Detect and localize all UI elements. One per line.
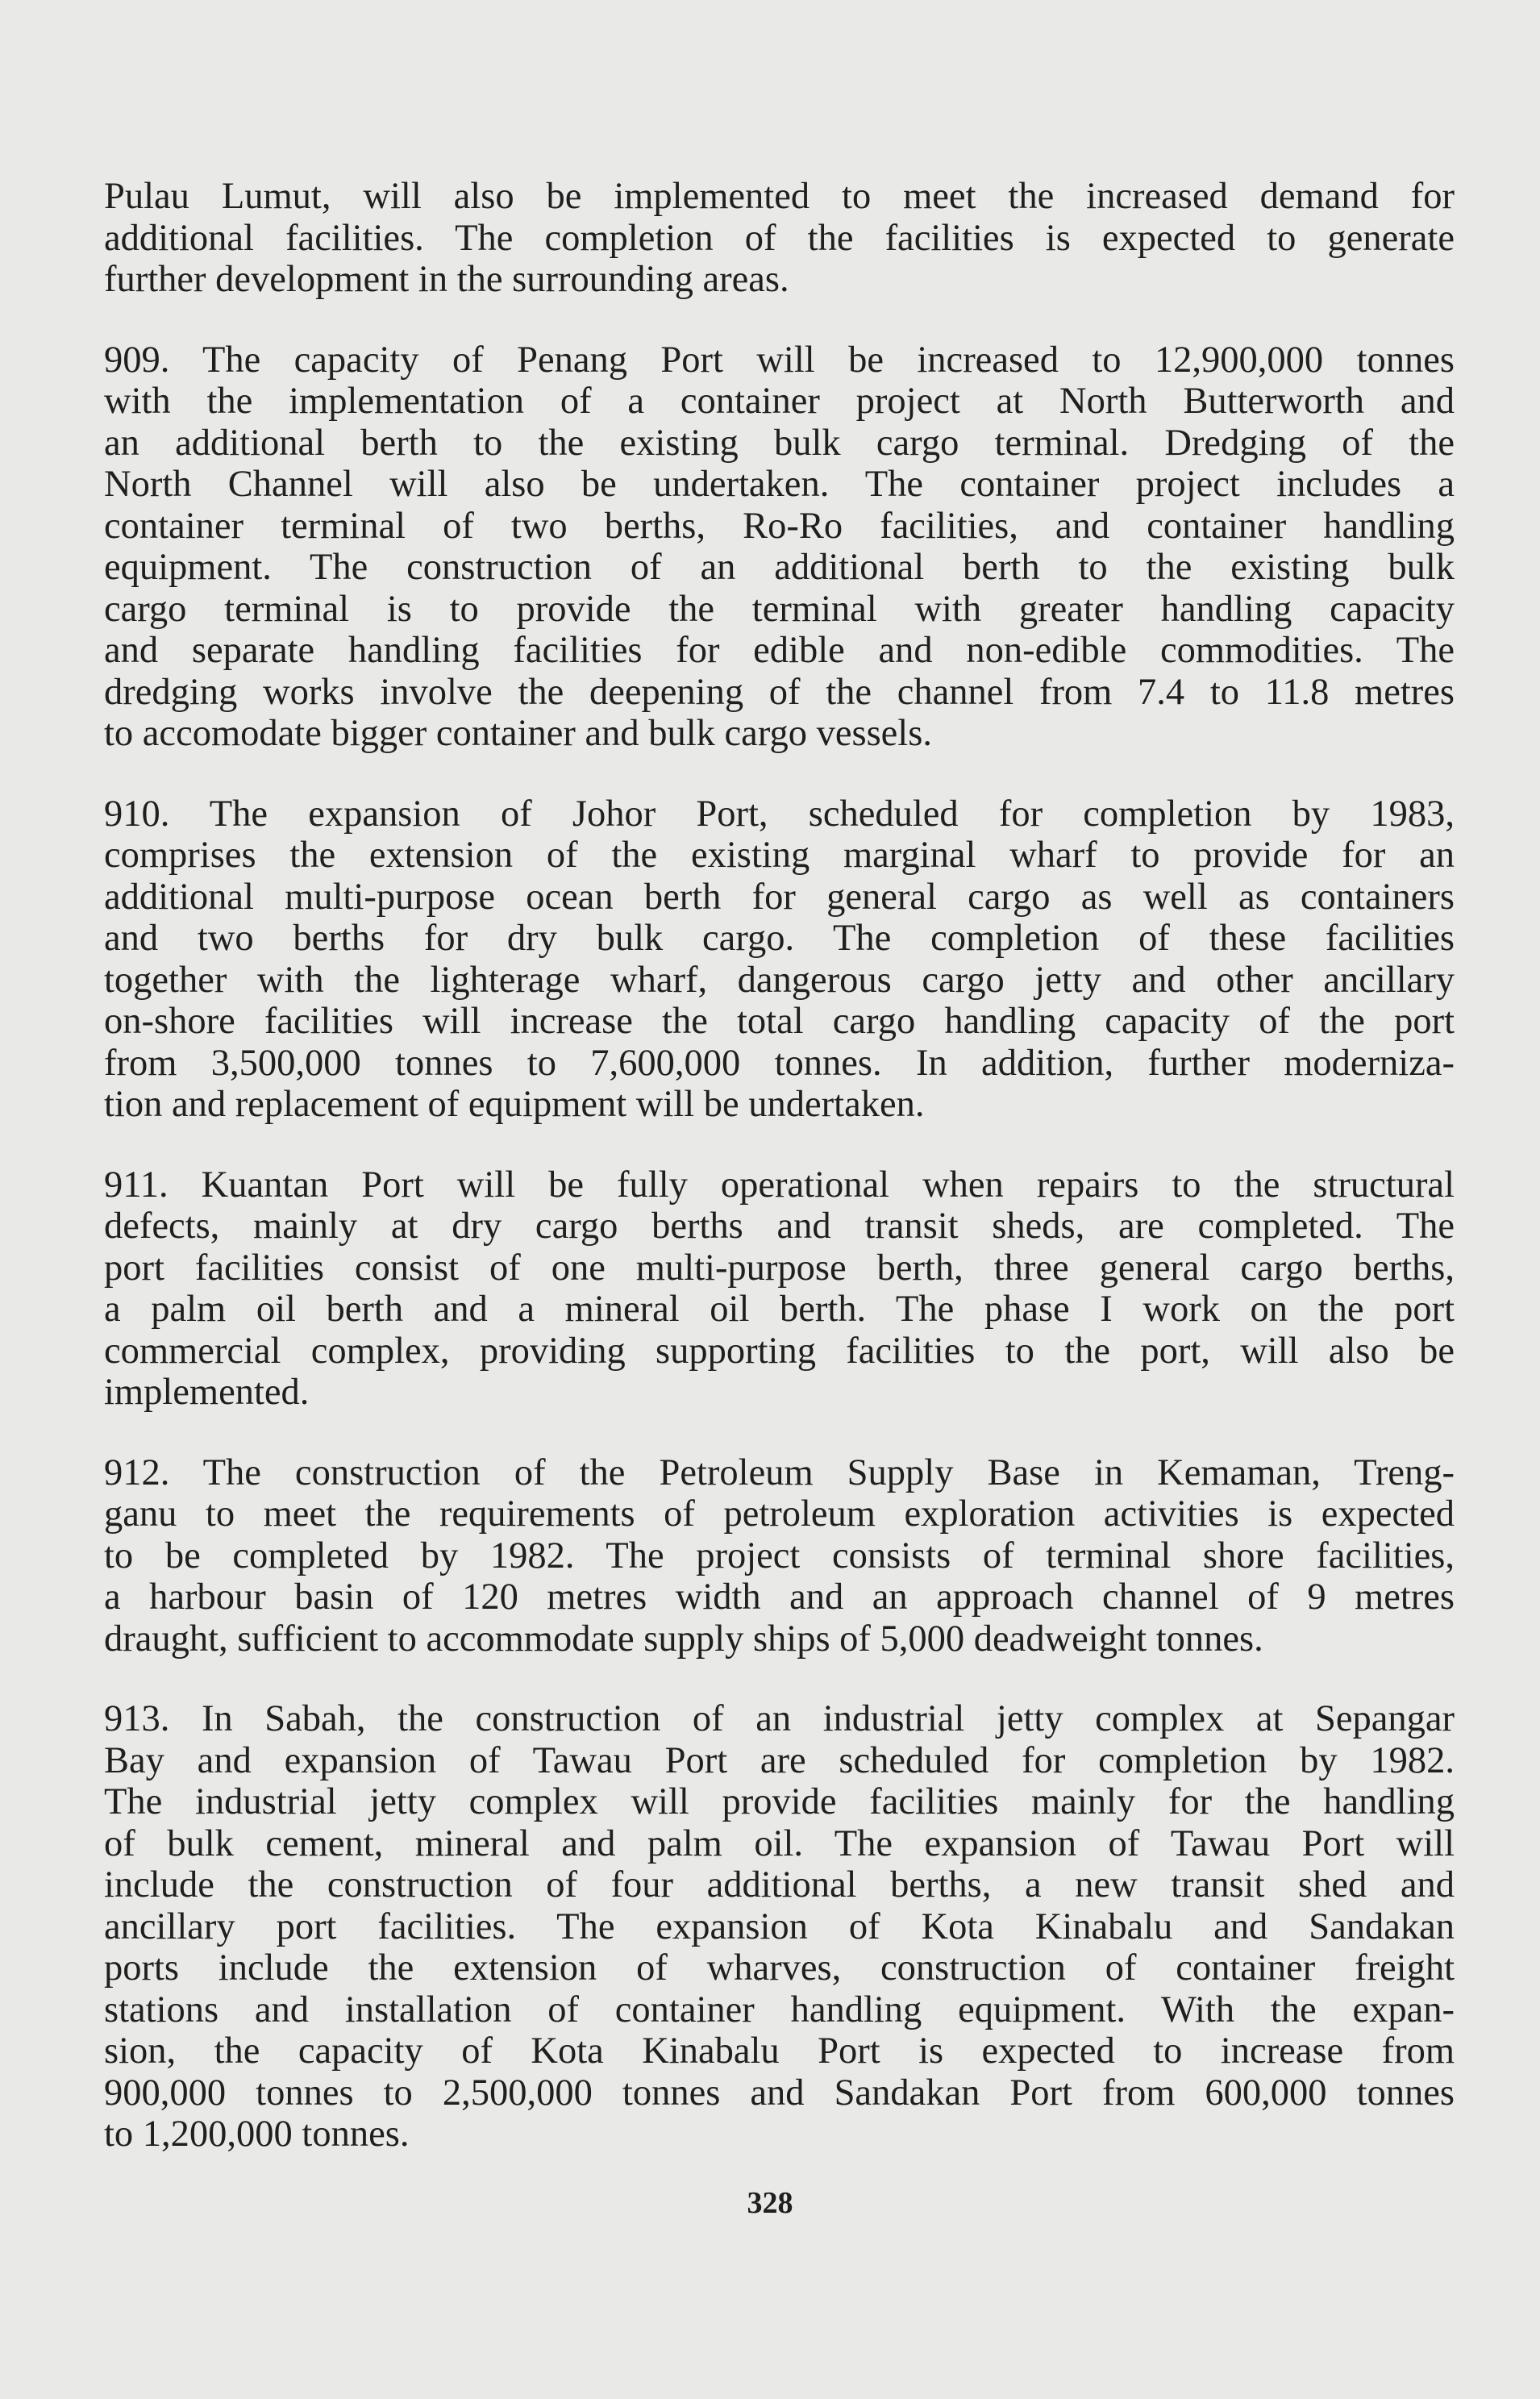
- text-line: tion and replacement of equipment will be undertaken.: [104, 1084, 925, 1125]
- text-line: and separate handling facilities for edible and non-edible commodities. The: [104, 630, 1455, 671]
- text-line: commercial complex, providing supporting facilities to the port, will also be: [104, 1330, 1455, 1372]
- text-line: Bay and expansion of Tawau Port are scheduled for completion by 1982.: [104, 1739, 1455, 1781]
- text-line: draught, sufficient to accommodate supply ships of 5,000 deadweight tonnes.: [104, 1618, 1263, 1660]
- text-line: a harbour basin of 120 metres width and an approach channel of 9 metres: [104, 1576, 1455, 1618]
- text-line: to 1,200,000 tonnes.: [104, 2114, 410, 2155]
- text-line: defects, mainly at dry cargo berths and transit sheds, are completed. The: [104, 1206, 1455, 1247]
- text-line: cargo terminal is to provide the terminal with greater handling capacity: [104, 588, 1455, 630]
- text-line: 912. The construction of the Petroleum Supply Base in Kemaman, Treng-: [104, 1451, 1455, 1493]
- text-line: with the implementation of a container project at North Butterworth and: [104, 381, 1455, 422]
- paragraph: [104, 1698, 1455, 2155]
- text-line: The industrial jetty complex will provide facilities mainly for the handling: [104, 1781, 1455, 1822]
- text-line: an additional berth to the existing bulk cargo terminal. Dredging of the: [104, 422, 1455, 464]
- text-line: ports include the extension of wharves, construction of container freight: [104, 1947, 1455, 1989]
- text-line: further development in the surrounding areas.: [104, 259, 789, 300]
- text-line: and two berths for dry bulk cargo. The completion of these facilities: [104, 918, 1455, 959]
- paragraph: [104, 1164, 1455, 1414]
- text-line: from 3,500,000 tonnes to 7,600,000 tonnes. In addition, further moderniza-: [104, 1042, 1455, 1084]
- paragraph: [104, 1452, 1455, 1660]
- paragraph: [104, 793, 1455, 1126]
- text-line: on-shore facilities will increase the total cargo handling capacity of the port: [104, 1001, 1455, 1042]
- text-line: to accomodate bigger container and bulk cargo vessels.: [104, 713, 932, 754]
- page-body: [104, 176, 1455, 2194]
- text-line: of bulk cement, mineral and palm oil. The expansion of Tawau Port will: [104, 1822, 1455, 1864]
- text-line: comprises the extension of the existing marginal wharf to provide for an: [104, 835, 1455, 876]
- text-line: 911. Kuantan Port will be fully operational when repairs to the structural: [104, 1164, 1455, 1206]
- paragraph: [104, 176, 1455, 301]
- text-line: Pulau Lumut, will also be implemented to meet the increased demand for: [104, 176, 1455, 217]
- text-line: together with the lighterage wharf, dangerous cargo jetty and other ancillary: [104, 959, 1455, 1001]
- paragraph: [104, 339, 1455, 755]
- text-line: ancillary port facilities. The expansion of Kota Kinabalu and Sandakan: [104, 1905, 1455, 1947]
- text-line: 913. In Sabah, the construction of an industrial jetty complex at Sepangar: [104, 1698, 1455, 1739]
- text-line: 910. The expansion of Johor Port, scheduled for completion by 1983,: [104, 793, 1455, 835]
- text-line: stations and installation of container handling equipment. With the expan-: [104, 1989, 1455, 2030]
- text-line: a palm oil berth and a mineral oil berth. The phase I work on the port: [104, 1289, 1455, 1330]
- text-line: additional facilities. The completion of the facilities is expected to generate: [104, 217, 1455, 259]
- text-line: ganu to meet the requirements of petroleum exploration activities is expected: [104, 1493, 1455, 1535]
- text-line: North Channel will also be undertaken. The container project includes a: [104, 464, 1455, 505]
- text-line: container terminal of two berths, Ro-Ro facilities, and container handling: [104, 505, 1455, 547]
- text-line: to be completed by 1982. The project consists of terminal shore facilities,: [104, 1535, 1455, 1576]
- text-line: sion, the capacity of Kota Kinabalu Port is expected to increase from: [104, 2030, 1455, 2072]
- text-line: 900,000 tonnes to 2,500,000 tonnes and Sandakan Port from 600,000 tonnes: [104, 2072, 1455, 2114]
- text-line: port facilities consist of one multi-purpose berth, three general cargo berths,: [104, 1247, 1455, 1289]
- text-line: additional multi-purpose ocean berth for general cargo as well as containers: [104, 876, 1455, 918]
- page-number: 328: [747, 2186, 793, 2220]
- text-line: dredging works involve the deepening of the channel from 7.4 to 11.8 metres: [104, 671, 1455, 713]
- text-line: implemented.: [104, 1372, 310, 1413]
- text-line: 909. The capacity of Penang Port will be increased to 12,900,000 tonnes: [104, 339, 1455, 381]
- text-line: include the construction of four additional berths, a new transit shed and: [104, 1864, 1455, 1905]
- text-line: equipment. The construction of an additional berth to the existing bulk: [104, 547, 1455, 588]
